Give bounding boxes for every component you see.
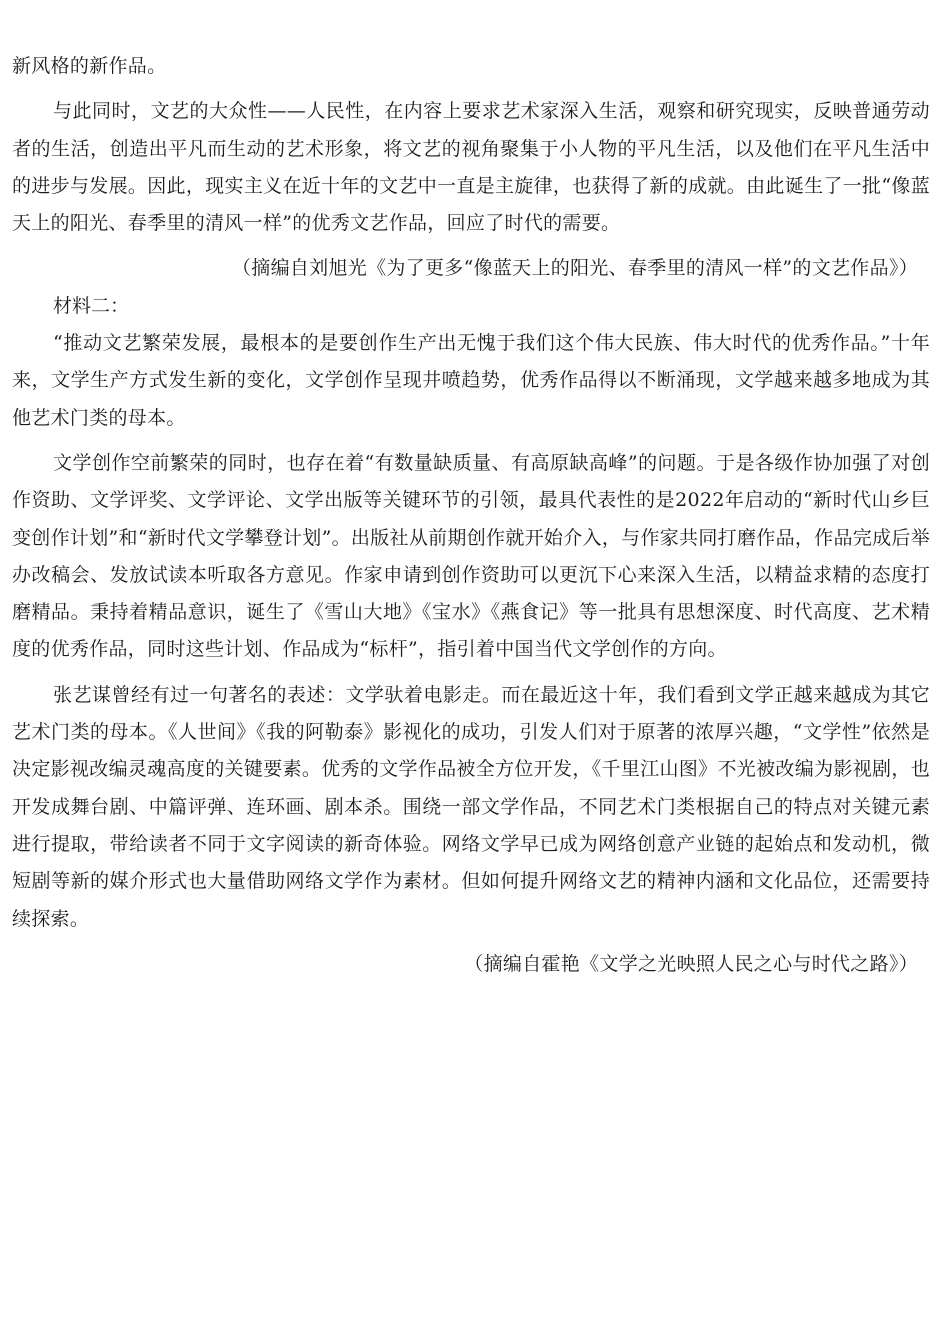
paragraph-literature-production: “推动文艺繁荣发展，最根本的是要创作生产出无愧于我们这个伟大民族、伟大时代的优秀作品。”十年来，文学生产方式发生新的变化，文学创作呈现井喷趋势，优秀作品得以不断涌现，文学越来越多地成为其他艺术门类的母本。	[12, 332, 930, 429]
paragraph-adaptation: 张艺谋曾经有过一句著名的表述：文学驮着电影走。而在最近这十年，我们看到文学正越来越成为其它艺术门类的母本。《人世间》《我的阿勒泰》影视化的成功，引发人们对于原著的浓厚兴趣，“文学性”依然是决定影视改编灵魂高度的关键要素。优秀的文学作品被全方位开发，《千里江山图》不光被改编为影视剧，也开发成舞台剧、中篇评弹、连环画、剧本杀。围绕一部文学作品，不同艺术门类根据自己的特点对关键元素进行提取，带给读者不同于文字阅读的新奇体验。网络文学早已成为网络创意产业链的起始点和发动机，微短剧等新的媒介形式也大量借助网络文学作为素材。但如何提升网络文艺的精神内涵和文化品位，还需要持续探索。	[12, 683, 930, 930]
source-citation-1: （摘编自刘旭光《为了更多“像蓝天上的阳光、春季里的清风一样”的文艺作品》）	[231, 257, 918, 280]
source-citation-2: （摘编自霍艳《文学之光映照人民之心与时代之路》）	[464, 952, 918, 975]
document-page	[12, 48, 930, 983]
paragraph-creative-support: 文学创作空前繁荣的同时，也存在着“有数量缺质量、有高原缺高峰”的问题。于是各级作协加强了对创作资助、文学评奖、文学评论、文学出版等关键环节的引领，最具代表性的是2022年启动的“新时代山乡巨变创作计划”和“新时代文学攀登计划”。出版社从前期创作就开始介入，与作家共同打磨作品，作品完成后举办改稿会、发放试读本听取各方意见。作家申请到创作资助可以更沉下心来深入生活，以精益求精的态度打磨精品。秉持着精品意识，诞生了《雪山大地》《宝水》《燕食记》等一批具有思想深度、时代高度、艺术精度的优秀作品，同时这些计划、作品成为“标杆”，指引着中国当代文学创作的方向。	[12, 451, 930, 661]
paragraph-continuation: 新风格的新作品。	[12, 55, 167, 77]
paragraph-popularity: 与此同时，文艺的大众性——人民性，在内容上要求艺术家深入生活，观察和研究现实，反映普通劳动者的生活，创造出平凡而生动的艺术形象，将文艺的视角聚集于小人物的平凡生活，以及他们在平凡生活中的进步与发展。因此，现实主义在近十年的文艺中一直是主旋律，也获得了新的成就。由此诞生了一批“像蓝天上的阳光、春季里的清风一样”的优秀文艺作品，回应了时代的需要。	[12, 100, 930, 235]
material-2-label: 材料二：	[53, 294, 130, 317]
